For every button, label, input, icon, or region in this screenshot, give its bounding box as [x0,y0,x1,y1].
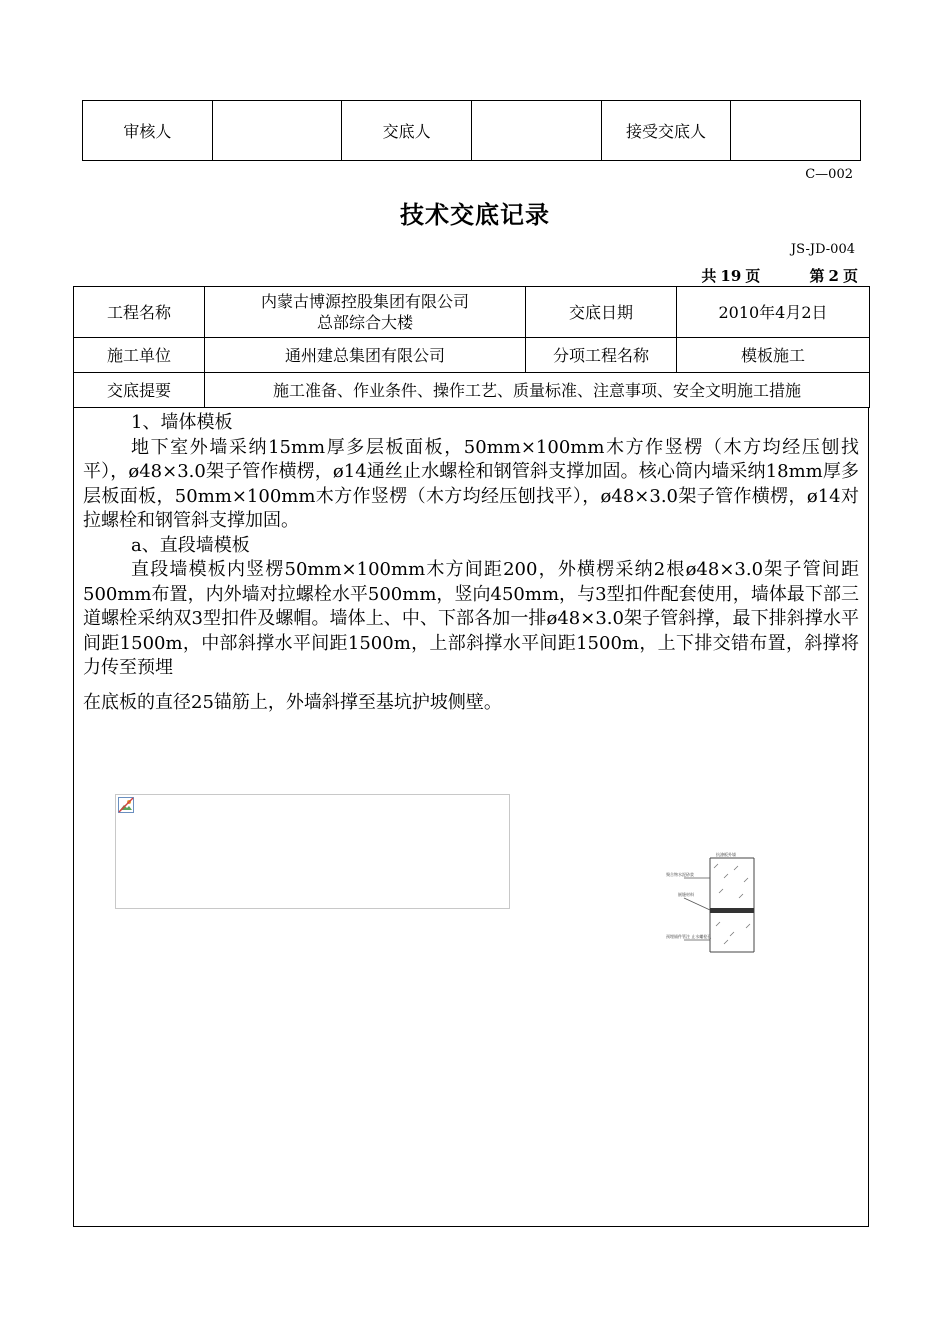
current-prefix: 第 [809,267,825,285]
date-label: 交底日期 [526,287,677,338]
heading-straight-wall: a、直段墙模板 [131,534,250,556]
contractor-value: 通州建总集团有限公司 [205,338,526,373]
reviewer-label: 审核人 [83,101,213,161]
receiver-value [731,101,861,161]
contractor-label: 施工单位 [74,338,205,373]
project-name-value [205,287,526,338]
total-prefix: 共 [701,267,717,285]
discloser-label: 交底人 [342,101,472,161]
diagram-label-low: 嵌缝材料 [678,892,694,897]
current-page: 2 [828,267,839,285]
info-table [73,286,870,408]
image-placeholder [115,794,510,909]
receiver-label: 接受交底人 [601,101,731,161]
emphasized-term: 直径 [155,691,191,713]
discloser-value [471,101,601,161]
signature-table [82,100,861,161]
project-name-line1: 内蒙古博源控股集团有限公司 [260,292,469,311]
diagram-label-mid: 聚合物水泥砂浆 [666,872,694,877]
reviewer-value [212,101,342,161]
summary-value: 施工准备、作业条件、操作工艺、质量标准、注意事项、安全文明施工措施 [205,373,870,408]
form-code: C—002 [805,167,853,182]
heading-wall-formwork: 1、墙体模板 [131,412,233,433]
paragraph-wall-formwork: 地下室外墙采纳15mm厚多层板面板，50mm×100mm木方作竖楞（木方均经压刨找平），ø48×3.0架子管作横楞，ø14通丝止水螺栓和钢管斜支撑加固。核心筒内墙采纳18mm厚多层板面板，50mm×100mm木方作竖楞（木方均经压刨找平），ø48×3.0架子管作横楞，ø14对拉螺栓和钢管斜支撑加固。 [83,436,859,531]
current-suffix: 页 [842,267,858,285]
page-indicator [697,265,858,286]
broken-image-icon [118,797,134,813]
wall-joint-diagram [664,848,764,956]
date-value: 2010年4月2日 [677,287,870,338]
total-pages: 19 [720,267,742,285]
total-suffix: 页 [745,267,761,285]
document-number: JS-JD-004 [790,242,855,257]
paragraph-straight-wall-end: 在底板的直径25锚筋上，外墙斜撑至基坑护坡侧壁。 [83,691,502,713]
diagram-label-bottom: 预埋锚件管注 止水螺栓孔 [666,934,712,939]
paragraph-straight-wall: 直段墙模板内竖楞50mm×100mm木方间距200，外横楞采纳2根ø48×3.0架子管间距500mm布置，内外墙对拉螺栓水平500mm，竖向450mm，与3型扣件配套使用，墙体最下部三道螺栓采纳双3型扣件及螺帽。墙体上、中、下部各加一排ø48×3.0架子管斜撑，最下排斜撑水平间距1500m，中部斜撑水平间距1500m，上部斜撑水平间距1500m，上下排交错布置，斜撑将力传至预埋 [83,559,859,678]
summary-label: 交底提要 [74,373,205,408]
subproject-value: 模板施工 [677,338,870,373]
subproject-label: 分项工程名称 [526,338,677,373]
diagram-label-top: 抗渗板外墙 [716,852,736,857]
project-name-label: 工程名称 [74,287,205,338]
document-title: 技术交底记录 [400,200,550,229]
project-name-line2: 总部综合大楼 [316,313,413,332]
content-text [83,411,859,715]
